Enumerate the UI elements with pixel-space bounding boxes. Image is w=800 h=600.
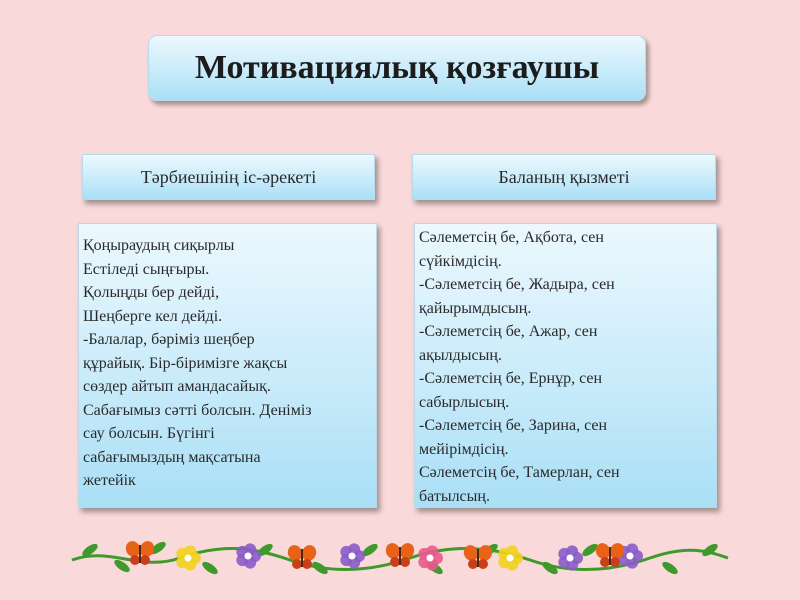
morning-glory-icon: [627, 553, 634, 560]
child-text-line: -Сәлеметсің бе, Ажар, сен: [419, 323, 598, 340]
morning-glory-icon: [245, 553, 252, 560]
morning-glory-icon: [427, 555, 434, 562]
morning-glory-icon: [567, 555, 574, 562]
teacher-activity-header-text: Тәрбиешінің іс-әрекеті: [140, 166, 317, 187]
child-text-line: қайырымдысың.: [419, 299, 532, 317]
child-text-line: сабырлысың.: [419, 393, 510, 411]
teacher-text-line: Естіледі сыңғыры.: [83, 260, 210, 278]
morning-glory-icon: [185, 555, 192, 562]
butterfly-icon: [301, 549, 303, 567]
morning-glory-icon: [349, 553, 356, 560]
teacher-activity-text: [78, 223, 377, 508]
child-text-line: -Сәлеметсің бе, Жадыра, сен: [419, 276, 615, 293]
slide-title: [148, 35, 646, 101]
butterfly-icon: [477, 549, 479, 567]
teacher-text-line: Шеңберге кел дейді.: [83, 307, 223, 325]
leaf-icon: [660, 560, 679, 577]
child-text-line: сүйкімдісің.: [419, 252, 502, 270]
child-text-line: -Сәлеметсің бе, Зарина, сен: [419, 417, 608, 434]
child-activity-header-text: Баланың қызметі: [498, 166, 630, 187]
teacher-text-line: құрайық. Бір-біримізге жақсы: [83, 354, 288, 372]
child-text-line: Сәлеметсің бе, Ақбота, сен: [419, 229, 604, 246]
teacher-activity-header: [82, 154, 375, 200]
child-activity-header: [412, 154, 716, 200]
butterfly-icon: [609, 547, 611, 565]
slide-title-text: Мотивациялық қозғаушы: [194, 49, 600, 86]
child-activity-text: [414, 223, 717, 508]
child-text-line: мейірімдісің.: [419, 440, 509, 458]
butterfly-icon: [139, 545, 141, 563]
butterfly-icon: [399, 547, 401, 565]
teacher-text-line: -Балалар, бәріміз шеңбер: [83, 331, 255, 348]
teacher-text-line: сабағымыздың мақсатына: [83, 448, 261, 466]
teacher-text-line: жетейік: [83, 472, 136, 489]
garland-ornaments: [80, 539, 719, 577]
teacher-text-line: сау болсын. Бүгінгі: [83, 425, 215, 442]
leaf-icon: [200, 560, 219, 577]
teacher-text-line: Сабағымыз сәтті болсын. Деніміз: [83, 401, 312, 419]
morning-glory-icon: [507, 555, 514, 562]
child-text-line: -Сәлеметсің бе, Ернұр, сен: [419, 370, 603, 387]
child-text-line: ақылдысың.: [419, 346, 502, 364]
child-text-line: Сәлеметсің бе, Тамерлан, сен: [419, 464, 620, 481]
flower-garland: [70, 528, 730, 584]
teacher-text-line: Қолыңды бер дейді,: [83, 284, 220, 301]
teacher-text-line: сөздер айтып амандасайық.: [83, 378, 271, 395]
child-text-line: батылсың.: [419, 487, 490, 505]
teacher-text-line: Қоңыраудың сиқырлы: [83, 237, 235, 254]
